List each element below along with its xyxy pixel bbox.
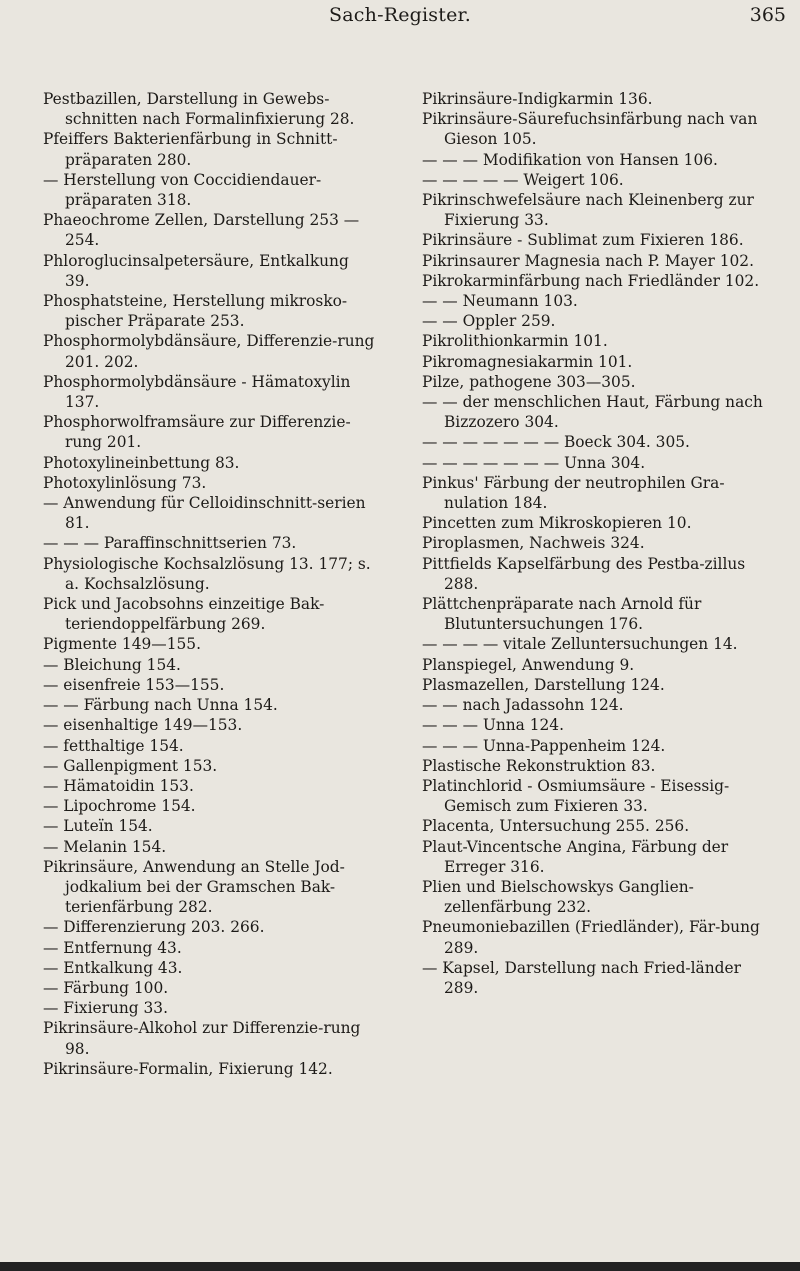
- page-number: 365: [749, 4, 786, 26]
- index-entry: Pikrinschwefelsäure nach Kleinenberg zur Fixierung 33.: [422, 191, 754, 230]
- index-entry: — Melanin 154.: [43, 837, 167, 856]
- index-entry: Pikrinsaurer Magnesia nach P. Mayer 102.: [422, 251, 754, 270]
- index-entry: — — Oppler 259.: [422, 312, 556, 331]
- index-entry: Phosphormolybdänsäure, Differenzie-rung 201. 202.: [43, 332, 375, 371]
- index-entry: — Anwendung für Celloidinschnitt-serien 81.: [43, 494, 366, 533]
- index-entry: — Fixierung 33.: [43, 999, 168, 1018]
- index-entry: — — — Unna 124.: [422, 716, 564, 735]
- index-entry: — — — Modifikation von Hansen 106.: [422, 150, 718, 169]
- index-entry: — — Neumann 103.: [422, 292, 578, 311]
- index-entry: Plastische Rekonstruktion 83.: [422, 756, 656, 775]
- index-entry: — Entkalkung 43.: [43, 958, 183, 977]
- index-entry: — Hämatoidin 153.: [43, 776, 194, 795]
- index-entry: Pilze, pathogene 303—305.: [422, 372, 636, 391]
- index-entry: — — — — vitale Zelluntersuchungen 14.: [422, 635, 738, 654]
- index-entry: — eisenhaltige 149—153.: [43, 716, 243, 735]
- index-entry: Phosphormolybdänsäure - Hämatoxylin 137.: [43, 372, 351, 412]
- index-entry: — Differenzierung 203. 266.: [43, 918, 265, 937]
- index-entry: Pfeiffers Bakterienfärbung in Schnitt-präparaten 280.: [43, 130, 338, 169]
- index-entry: Placenta, Untersuchung 255. 256.: [422, 817, 690, 836]
- index-entry: Pick und Jacobsohns einzeitige Bak-teriendoppelfärbung 269.: [43, 595, 325, 634]
- index-entry: Pikrokarminfärbung nach Friedländer 102.: [422, 271, 760, 290]
- index-entry: Plättchenpräparate nach Arnold für Blutuntersuchungen 176.: [422, 595, 702, 634]
- index-entry: Pikrinsäure-Indigkarmin 136.: [422, 90, 653, 108]
- index-entry: — — — Unna-Pappenheim 124.: [422, 736, 666, 755]
- index-entry: Phosphatsteine, Herstellung mikrosko-pischer Präparate 253.: [43, 292, 348, 331]
- index-entry: Pikrolithionkarmin 101.: [422, 332, 608, 351]
- index-entry: Pneumoniebazillen (Friedländer), Fär-bung 289.: [422, 918, 760, 957]
- index-entry: Planspiegel, Anwendung 9.: [422, 655, 635, 674]
- index-entry: — Gallenpigment 153.: [43, 756, 218, 775]
- index-entry: — Luteïn 154.: [43, 817, 153, 836]
- index-entry: Pincetten zum Mikroskopieren 10.: [422, 514, 692, 533]
- index-entry: Platinchlorid - Osmiumsäure - Eisessig-Gemisch zum Fixieren 33.: [422, 776, 730, 816]
- index-entry: — — der menschlichen Haut, Färbung nach Bizzozero 304.: [422, 393, 763, 432]
- bottom-border: [0, 1262, 800, 1271]
- index-entry: — Entfernung 43.: [43, 938, 182, 957]
- index-entry: Plien und Bielschowskys Ganglien-zellenfärbung 232.: [422, 877, 694, 917]
- index-entry: Piroplasmen, Nachweis 324.: [422, 534, 645, 553]
- index-entry: — — — — — — — Boeck 304. 305.: [422, 433, 690, 452]
- index-entry: — — Färbung nach Unna 154.: [43, 696, 278, 715]
- index-entry: Pikrinsäure-Säurefuchsinfärbung nach van Gieson 105.: [422, 110, 758, 149]
- index-entry: Pinkus' Färbung der neutrophilen Gra-nulation 184.: [422, 473, 725, 513]
- index-entry: Pikrinsäure-Formalin, Fixierung 142.: [43, 1059, 333, 1078]
- index-entry: — — nach Jadassohn 124.: [422, 696, 624, 715]
- index-entry: — Färbung 100.: [43, 978, 169, 997]
- index-entry: Plasmazellen, Darstellung 124.: [422, 675, 665, 694]
- index-entry: — Lipochrome 154.: [43, 797, 196, 816]
- index-entry: Phloroglucinsalpetersäure, Entkalkung 39.: [43, 251, 349, 290]
- page-header: [0, 0, 800, 40]
- index-entry: — Kapsel, Darstellung nach Fried-länder 289.: [422, 958, 741, 997]
- page-title: Sach-Register.: [329, 4, 471, 26]
- index-entry: Pikromagnesiakarmin 101.: [422, 352, 633, 371]
- index-entry: — Bleichung 154.: [43, 655, 181, 674]
- index-entry: Plaut-Vincentsche Angina, Färbung der Erreger 316.: [422, 837, 729, 876]
- index-entry: Phosphorwolframsäure zur Differenzie-rung 201.: [43, 413, 351, 452]
- index-entry: — — — Paraffinschnittserien 73.: [43, 534, 297, 553]
- index-entry: Pikrinsäure-Alkohol zur Differenzie-rung 98.: [43, 1019, 361, 1058]
- index-entry: Phaeochrome Zellen, Darstellung 253 —254.: [43, 211, 360, 250]
- index-entry: Pigmente 149—155.: [43, 635, 201, 654]
- index-entry: — eisenfreie 153—155.: [43, 675, 225, 694]
- index-entry: Pikrinsäure - Sublimat zum Fixieren 186.: [422, 231, 744, 250]
- index-entry: — — — — — Weigert 106.: [422, 170, 624, 189]
- index-entry: Photoxylineinbettung 83.: [43, 453, 240, 472]
- index-entry: Physiologische Kochsalzlösung 13. 177; s. a. Kochsalzlösung.: [43, 554, 371, 593]
- index-entry: Photoxylinlösung 73.: [43, 473, 207, 492]
- index-entry: Pikrinsäure, Anwendung an Stelle Jod-jodkalium bei der Gramschen Bak-terienfärbung 282.: [43, 857, 345, 917]
- index-entry: — — — — — — — Unna 304.: [422, 453, 646, 472]
- index-entry: — Herstellung von Coccidiendauer-präparaten 318.: [43, 170, 322, 210]
- right-column: [422, 89, 772, 998]
- left-column: [43, 89, 378, 1079]
- index-entry: Pestbazillen, Darstellung in Gewebs-schnitten nach Formalinfixierung 28.: [43, 90, 355, 129]
- index-entry: Pittfields Kapselfärbung des Pestba-zillus 288.: [422, 554, 746, 593]
- index-entry: — fetthaltige 154.: [43, 736, 184, 755]
